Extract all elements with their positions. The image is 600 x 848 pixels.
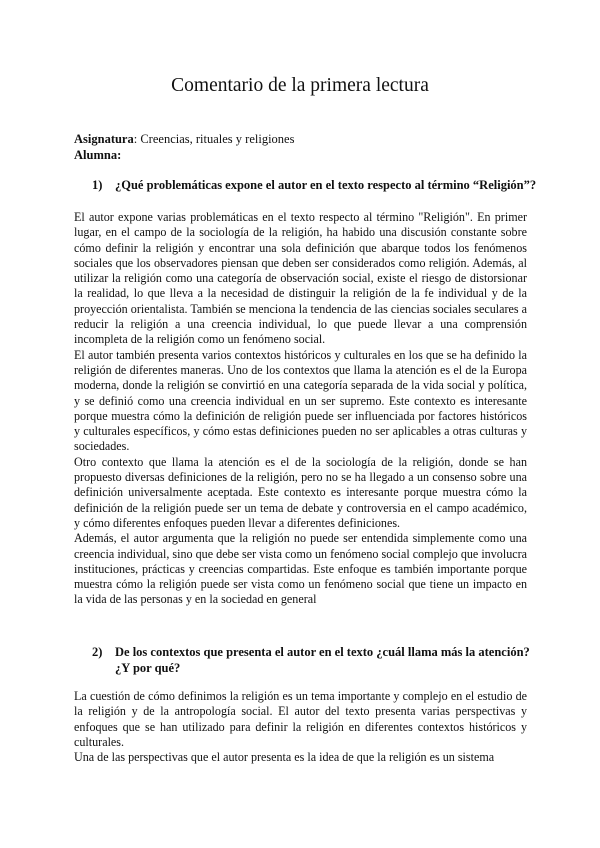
- document-meta: [74, 131, 294, 163]
- answer-1-paragraph: Además, el autor argumenta que la religión no puede ser entendida simplemente como una creencia individual, sino que debe ser vista como un fenómeno social complejo que involucra instituciones, prácticas y creencias compartidas. Este enfoque es también importante porque muestra cómo la religión puede ser vista como un fenómeno social que tiene un impacto en la vida de las personas y en la sociedad en general: [74, 531, 527, 607]
- subject-value: Creencias, rituales y religiones: [140, 132, 295, 146]
- page-title: Comentario de la primera lectura: [171, 75, 429, 96]
- question-2-number: 2): [92, 645, 103, 659]
- question-1: [92, 177, 542, 193]
- answer-1-paragraph: El autor expone varias problemáticas en el texto respecto al término "Religión". En primer lugar, en el campo de la sociología de la religión, ha habido una discusión constante sobre cómo definir la religión y encontrar una sola definición que abarque todos los fenómenos sociales que los observadores piensan que deben ser considerados como religión. Además, al utilizar la religión como una categoría de observación social, existe el riesgo de distorsionar la realidad, lo que lleva a la necesidad de distinguir la religión de la fe individual y de la proyección orientalista. También se menciona la tendencia de las ciencias sociales seculares a reducir la religión a una creencia individual, lo que puede llevar a una comprensión incompleta de la religión como un fenómeno social.: [74, 210, 527, 347]
- answer-1: [74, 210, 527, 608]
- answer-1-paragraph: El autor también presenta varios contextos históricos y culturales en los que se ha definido la religión de diferentes maneras. Uno de los contextos que llama la atención es el de la Europa moderna, donde la religión se convirtió en una categoría separada de la vida social y política, y se definió como una creencia individual en un ser supremo. Este contexto es interesante porque muestra cómo la definición de religión puede ser influenciada por factores históricos y culturales específicos, y cómo estas definiciones pueden no ser aplicables a otras culturas y sociedades.: [74, 347, 527, 454]
- question-1-text: ¿Qué problemáticas expone el autor en el texto respecto al término “Religión”?: [115, 178, 537, 192]
- subject-label: Asignatura: [74, 132, 134, 146]
- question-2: [92, 644, 542, 676]
- answer-2-paragraph: Una de las perspectivas que el autor presenta es la idea de que la religión es un sistema: [74, 750, 495, 765]
- question-1-number: 1): [92, 178, 103, 192]
- student-label: Alumna:: [74, 148, 122, 162]
- subject-line: Asignatura: Creencias, rituales y religiones: [74, 132, 295, 146]
- answer-2: [74, 689, 527, 765]
- question-2-text: De los contextos que presenta el autor en el texto ¿cuál llama más la atención? ¿Y por qué?: [115, 645, 530, 675]
- answer-1-paragraph: Otro contexto que llama la atención es el de la sociología de la religión, donde se han propuesto diversas definiciones de la religión, pero no se ha llegado a un consenso sobre una definición universalmente aceptada. Este contexto es interesante porque muestra cómo la definición de la religión puede ser un tema de debate y controversia en el campo académico, y cómo diferentes enfoques pueden llevar a diferentes definiciones.: [74, 454, 527, 530]
- answer-2-paragraph: La cuestión de cómo definimos la religión es un tema importante y complejo en el estudio de la religión y de la antropología social. El autor del texto presenta varias perspectivas y enfoques que se han utilizado para definir la religión en diferentes contextos históricos y culturales.: [74, 689, 527, 749]
- student-line: [74, 147, 294, 163]
